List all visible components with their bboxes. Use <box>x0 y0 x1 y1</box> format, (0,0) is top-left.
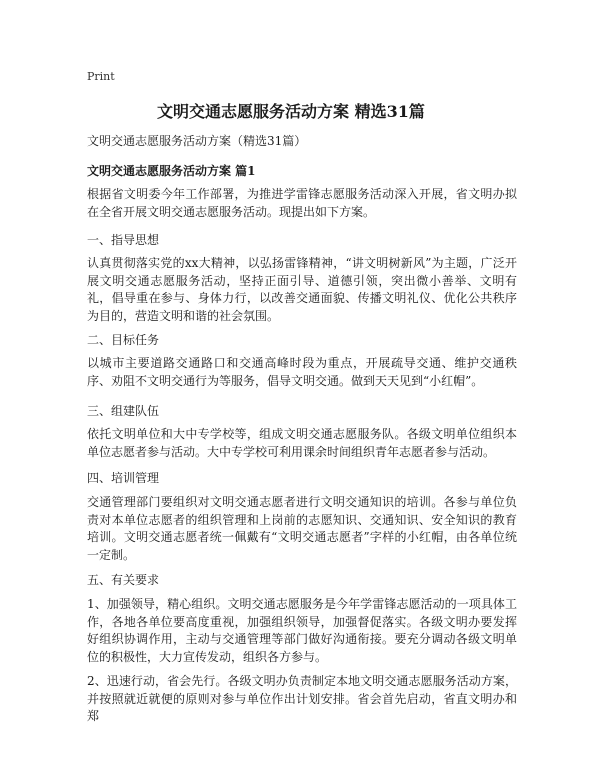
document-subtitle: 文明交通志愿服务活动方案（精选31篇） <box>87 134 307 148</box>
paragraph-training: 交通管理部门要组织对文明交通志愿者进行文明交通知识的培训。各参与单位负责对本单位志愿者的组织管理和上岗前的志愿知识、交通知识、安全知识的教育培训。文明交通志愿者统一佩戴有“文明交通志愿者”字样的小红帽，由各单位统一定制。 <box>87 495 517 562</box>
heading-guiding-ideology: 一、指导思想 <box>87 233 160 247</box>
paragraph-team: 依托文明单位和大中专学校等，组成文明交通志愿服务队。各级文明单位组织本单位志愿者参与活动。大中专学校可利用课余时间组织青年志愿者参与活动。 <box>87 427 517 459</box>
paragraph-goals: 以城市主要道路交通路口和交通高峰时段为重点，开展疏导交通、维护交通秩序、劝阻不文明交通行为等服务，倡导文明交通。做到天天见到“小红帽”。 <box>87 356 517 388</box>
paragraph-requirement-1: 1、加强领导，精心组织。文明交通志愿服务是今年学雷锋志愿活动的一项具体工作，各地各单位要高度重视，加强组织领导，加强督促落实。各级文明办要发挥好组织协调作用，主动与交通管理等部门做好沟通衔接。要充分调动各级文明单位的积极性，大力宣传发动，组织各方参与。 <box>87 597 517 664</box>
heading-requirements: 五、有关要求 <box>87 573 160 587</box>
intro-paragraph: 根据省文明委今年工作部署，为推进学雷锋志愿服务活动深入开展，省文明办拟在全省开展文明交通志愿服务活动。现提出如下方案。 <box>87 187 517 219</box>
heading-goals: 二、目标任务 <box>87 333 160 347</box>
heading-team: 三、组建队伍 <box>87 404 160 418</box>
print-label[interactable]: Print <box>87 70 115 83</box>
section-title: 文明交通志愿服务活动方案 篇1 <box>87 164 256 178</box>
paragraph-guiding-ideology: 认真贯彻落实党的xx大精神，以弘扬雷锋精神，“讲文明树新风”为主题，广泛开展文明交通志愿服务活动，坚持正面引导、道德引领，突出微小善举、文明有礼，倡导重在参与、身体力行，以改善交通面貌、传播文明礼仪、优化公共秩序为目的，营造文明和谐的社会氛围。 <box>87 256 517 323</box>
paragraph-requirement-2: 2、迅速行动，省会先行。各级文明办负责制定本地文明交通志愿服务活动方案，并按照就近就便的原则对参与单位作出计划安排。省会首先启动，省直文明办和郑 <box>87 674 517 723</box>
heading-training: 四、培训管理 <box>87 471 160 485</box>
document-title: 文明交通志愿服务活动方案 精选31篇 <box>157 102 425 121</box>
